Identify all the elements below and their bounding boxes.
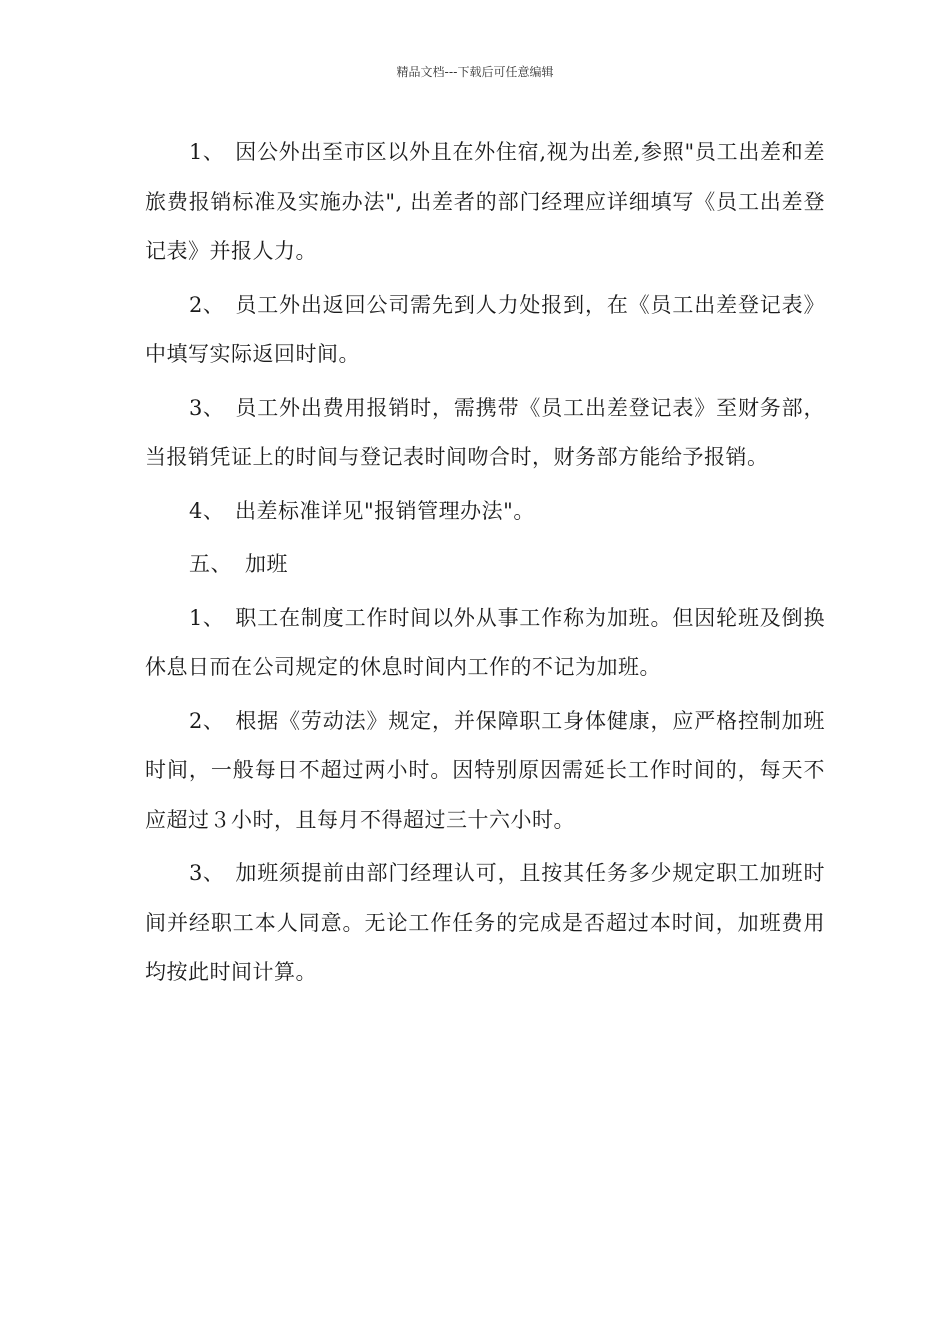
paragraph-text: 加班须提前由部门经理认可，且按其任务多少规定职工加班时间并经职工本人同意。无论工作任务的完成是否超过本时间，加班费用均按此时间计算。 xyxy=(145,861,825,984)
paragraph-text: 职工在制度工作时间以外从事工作称为加班。但因轮班及倒换休息日而在公司规定的休息时间内工作的不记为加班。 xyxy=(145,605,825,679)
paragraph-text: 出差标准详见"报销管理办法"。 xyxy=(235,498,535,523)
paragraph-number: 3、 xyxy=(189,395,225,420)
paragraph-text: 员工外出费用报销时，需携带《员工出差登记表》至财务部，当报销凭证上的时间与登记表时间吻合时，财务部方能给予报销。 xyxy=(145,395,825,469)
paragraph-number: 4、 xyxy=(189,498,225,523)
paragraph-number: 3、 xyxy=(189,861,225,885)
paragraph-overtime-1 xyxy=(145,594,825,693)
paragraph-text: 根据《劳动法》规定，并保障职工身体健康，应严格控制加班时间，一般每日不超过两小时。因特别原因需延长工作时间的，每天不应超过３小时，且每月不得超过三十六小时。 xyxy=(145,708,825,832)
section-heading-overtime xyxy=(145,540,825,590)
paragraph-travel-4 xyxy=(145,487,825,537)
paragraph-travel-3 xyxy=(145,384,825,483)
paragraph-number: 1、 xyxy=(189,605,225,630)
paragraph-text: 员工外出返回公司需先到人力处报到，在《员工出差登记表》中填写实际返回时间。 xyxy=(145,292,825,366)
paragraph-number: 1、 xyxy=(189,140,225,164)
paragraph-text: 因公外出至市区以外且在外住宿,视为出差,参照"员工出差和差旅费报销标准及实施办法", 出差者的部门经理应详细填写《员工出差登记表》并报人力。 xyxy=(145,140,825,263)
section-title: 加班 xyxy=(245,552,288,576)
page-header: 精品文档---下载后可任意编辑 xyxy=(396,65,554,79)
paragraph-travel-1 xyxy=(145,128,825,277)
paragraph-number: 2、 xyxy=(189,708,225,733)
paragraph-overtime-3 xyxy=(145,849,825,998)
section-number: 五、 xyxy=(189,552,232,576)
paragraph-overtime-2 xyxy=(145,697,825,846)
paragraph-number: 2、 xyxy=(189,292,225,317)
document-body xyxy=(145,128,825,1002)
paragraph-travel-2 xyxy=(145,281,825,380)
